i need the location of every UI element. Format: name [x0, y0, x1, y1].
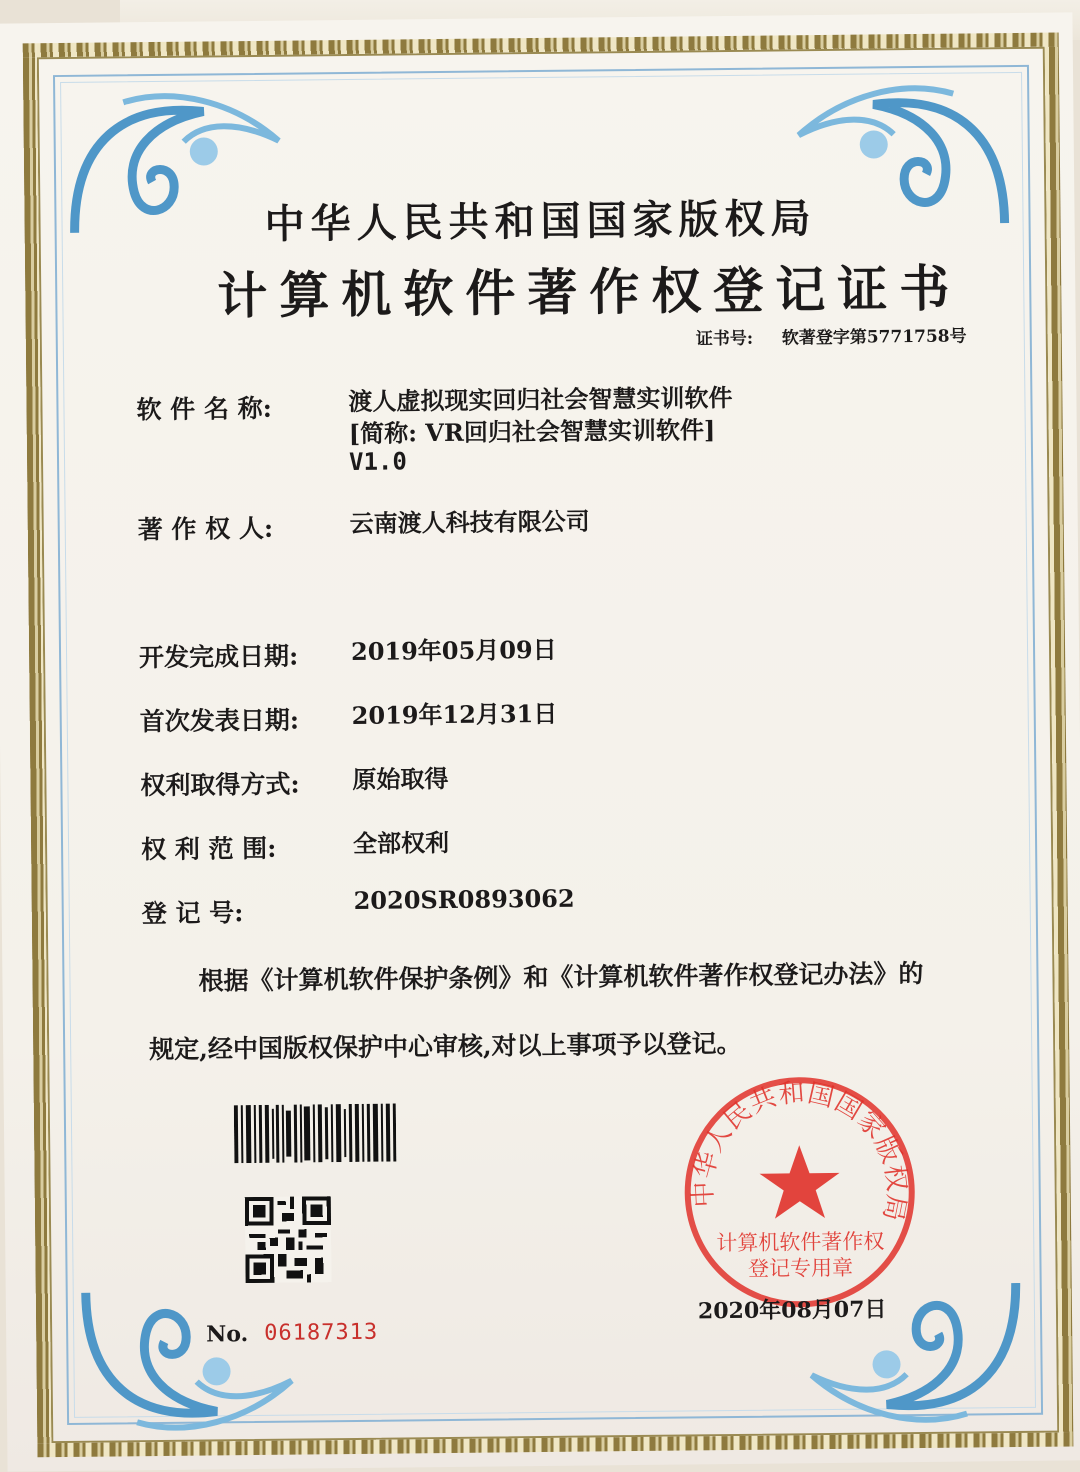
owner-label: 著 作 权 人: [137, 513, 274, 545]
dev-date-value: 2019年05月09日 [350, 634, 557, 666]
seal-ring-text: 中华人民共和国国家版权局 [688, 1077, 912, 1225]
seal-inner-line-2: 登记专用章 [747, 1255, 854, 1281]
software-name-label: 软 件 名 称: [136, 393, 272, 425]
software-version: V1.0 [348, 447, 407, 476]
acquire-value: 原始取得 [352, 763, 449, 794]
official-seal [673, 1066, 926, 1319]
software-short-name: [简称: VR回归社会智慧实训软件] [348, 415, 716, 448]
serial-number: 06187313 [264, 1319, 379, 1346]
seal-star-icon [759, 1145, 840, 1219]
certificate-page [0, 12, 1080, 1471]
reg-number-value: 2020SR0893062 [353, 883, 575, 915]
issue-date: 2020年08月07日 [697, 1296, 887, 1325]
corner-ornament-bottom-left [76, 1270, 318, 1443]
qr-code-image [245, 1196, 332, 1283]
serial-label: No. [206, 1321, 249, 1348]
certificate-title: 计算机软件著作权登记证书 [217, 258, 962, 326]
issuer-heading: 中华人民共和国国家版权局 [264, 195, 817, 248]
cert-number: 软著登字第5771758号 [781, 326, 967, 349]
owner-value: 云南渡人科技有限公司 [349, 506, 590, 538]
scope-value: 全部权利 [352, 827, 450, 858]
cert-number-label: 证书号: [695, 328, 754, 350]
dev-date-label: 开发完成日期: [138, 641, 299, 673]
acquire-label: 权利取得方式: [140, 769, 300, 801]
statement-line-1: 根据《计算机软件保护条例》和《计算机软件著作权登记办法》的 [198, 958, 924, 996]
seal-inner-line-1: 计算机软件著作权 [716, 1229, 885, 1256]
software-name: 渡人虚拟现实回归社会智慧实训软件 [348, 382, 733, 416]
statement-line-2: 规定,经中国版权保护中心审核,对以上事项予以登记。 [149, 1028, 742, 1065]
scope-label: 权 利 范 围: [140, 833, 277, 865]
pub-date-value: 2019年12月31日 [351, 698, 558, 730]
barcode-image [234, 1104, 397, 1164]
pub-date-label: 首次发表日期: [139, 705, 300, 737]
reg-number-label: 登 记 号: [141, 898, 244, 929]
